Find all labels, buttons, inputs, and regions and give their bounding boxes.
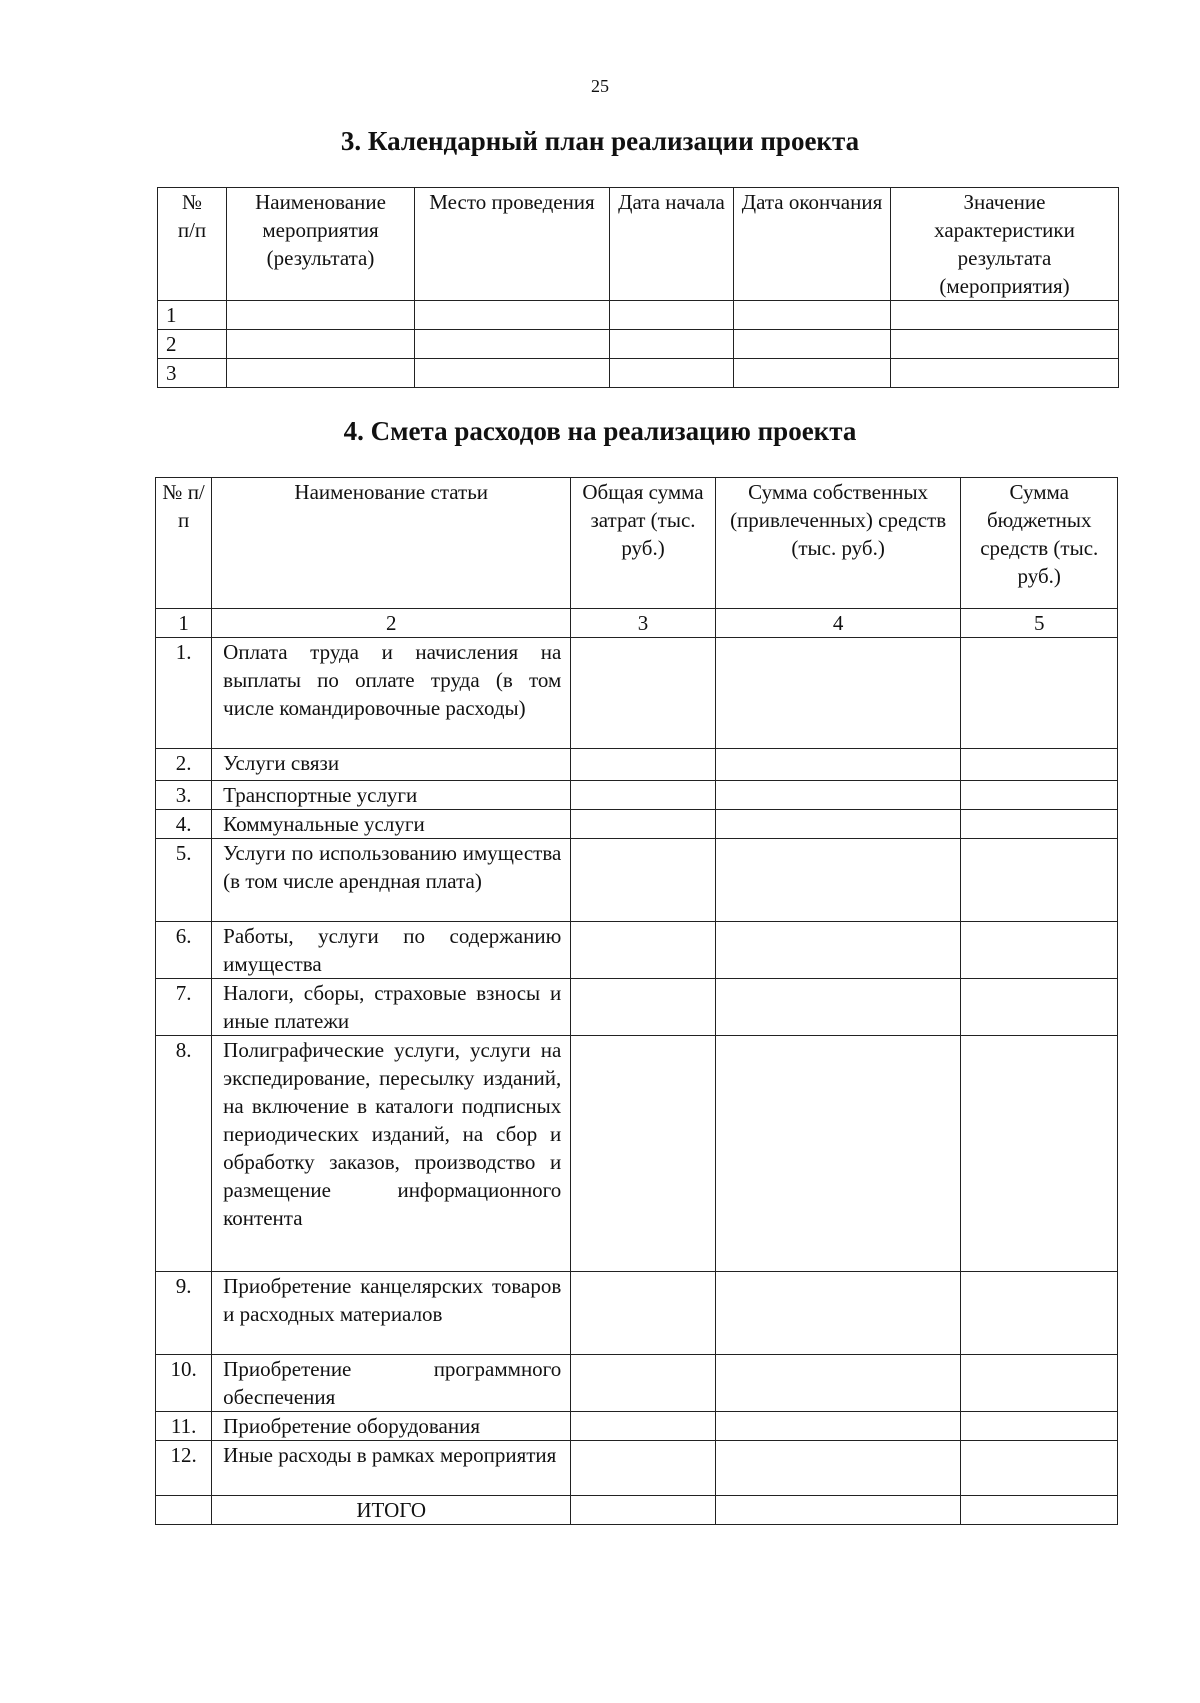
total-cost-cell (571, 1355, 715, 1412)
item-name: Коммунальные услуги (212, 810, 571, 839)
cell-location (415, 330, 610, 359)
cell-end-date (734, 330, 891, 359)
table-header-row (158, 188, 1119, 301)
own-funds-cell (715, 749, 961, 781)
budget-funds-cell (961, 1412, 1118, 1441)
table-row (156, 781, 1118, 810)
total-cost-cell (571, 638, 715, 749)
table-row (156, 638, 1118, 749)
row-number: 3. (156, 781, 212, 810)
row-number: 2. (156, 749, 212, 781)
total-cost-cell (571, 922, 715, 979)
item-name: Транспортные услуги (212, 781, 571, 810)
table-row (158, 359, 1119, 388)
header-location: Место проведения (415, 188, 610, 301)
calendar-plan-table (157, 187, 1119, 388)
row-number: 10. (156, 1355, 212, 1412)
own-funds-cell (715, 979, 961, 1036)
table-row (156, 979, 1118, 1036)
row-number: 9. (156, 1272, 212, 1355)
total-cost-cell (571, 1036, 715, 1272)
budget-funds-cell (961, 781, 1118, 810)
total-number-cell (156, 1496, 212, 1525)
item-name: Услуги по использованию имущества (в том числе арендная плата) (212, 839, 571, 922)
cell-result-value (891, 301, 1119, 330)
own-funds-cell (715, 1355, 961, 1412)
row-number: 2 (158, 330, 227, 359)
header-number: № п/п (158, 188, 227, 301)
row-number: 8. (156, 1036, 212, 1272)
table-header-row (156, 478, 1118, 609)
total-cost-cell (571, 1412, 715, 1441)
own-funds-cell (715, 638, 961, 749)
budget-table (155, 477, 1118, 1525)
cell-location (415, 301, 610, 330)
own-funds-cell (715, 1272, 961, 1355)
budget-items (156, 638, 1118, 1496)
total-cost-cell (571, 1272, 715, 1355)
cell-result-value (891, 330, 1119, 359)
cell-event-name (227, 301, 415, 330)
cell-end-date (734, 301, 891, 330)
total-cost-cell (571, 1496, 715, 1525)
own-funds-cell (715, 810, 961, 839)
header-event-name: Наименование мероприятия (результата) (227, 188, 415, 301)
header-result-value: Значение характеристики результата (мероприятия) (891, 188, 1119, 301)
total-cost-cell (571, 749, 715, 781)
item-name: Работы, услуги по содержанию имущества (212, 922, 571, 979)
header-budget-funds: Сумма бюджетных средств (тыс. руб.) (961, 478, 1118, 609)
table-row (158, 301, 1119, 330)
own-funds-cell (715, 839, 961, 922)
column-number: 3 (571, 609, 715, 638)
table-row (156, 749, 1118, 781)
item-name: Услуги связи (212, 749, 571, 781)
budget-funds-cell (961, 922, 1118, 979)
cell-location (415, 359, 610, 388)
row-number: 3 (158, 359, 227, 388)
budget-funds-cell (961, 839, 1118, 922)
budget-funds-cell (961, 1441, 1118, 1496)
item-name: Полиграфические услуги, услуги на экспедирование, пересылку изданий, на включение в каталоги подписных периодических изданий, на сбор и обработку заказов, производство и размещение информационного контента (212, 1036, 571, 1272)
table-row (156, 1036, 1118, 1272)
item-name: Налоги, сборы, страховые взносы и иные платежи (212, 979, 571, 1036)
page-number: 25 (591, 76, 609, 96)
column-number: 1 (156, 609, 212, 638)
table-row (156, 922, 1118, 979)
total-cost-cell (571, 781, 715, 810)
item-name: Оплата труда и начисления на выплаты по оплате труда (в том числе командировочные расходы) (212, 638, 571, 749)
budget-funds-cell (961, 979, 1118, 1036)
own-funds-cell (715, 922, 961, 979)
header-own-funds: Сумма собственных (привлеченных) средств (тыс. руб.) (715, 478, 961, 609)
section-4-title: 4. Смета расходов на реализацию проекта (343, 416, 857, 446)
item-name: Приобретение программного обеспечения (212, 1355, 571, 1412)
budget-funds-cell (961, 749, 1118, 781)
table-row (156, 1441, 1118, 1496)
budget-funds-cell (961, 1036, 1118, 1272)
cell-start-date (610, 330, 734, 359)
row-number: 6. (156, 922, 212, 979)
row-number: 5. (156, 839, 212, 922)
own-funds-cell (715, 1412, 961, 1441)
total-label: ИТОГО (212, 1496, 571, 1525)
table-row (156, 1355, 1118, 1412)
table-row (156, 1412, 1118, 1441)
header-end-date: Дата окончания (734, 188, 891, 301)
total-cost-cell (571, 979, 715, 1036)
column-number: 2 (212, 609, 571, 638)
item-name: Приобретение канцелярских товаров и расходных материалов (212, 1272, 571, 1355)
table-row (156, 810, 1118, 839)
item-name: Приобретение оборудования (212, 1412, 571, 1441)
row-number: 1. (156, 638, 212, 749)
budget-funds-cell (961, 1355, 1118, 1412)
cell-start-date (610, 301, 734, 330)
row-number: 1 (158, 301, 227, 330)
row-number: 4. (156, 810, 212, 839)
total-cost-cell (571, 839, 715, 922)
budget-funds-cell (961, 1272, 1118, 1355)
column-number: 5 (961, 609, 1118, 638)
cell-event-name (227, 330, 415, 359)
own-funds-cell (715, 1036, 961, 1272)
own-funds-cell (715, 1441, 961, 1496)
column-number: 4 (715, 609, 961, 638)
total-cost-cell (571, 1441, 715, 1496)
budget-funds-cell (961, 810, 1118, 839)
total-own-funds-cell (715, 1496, 961, 1525)
row-number: 11. (156, 1412, 212, 1441)
cell-result-value (891, 359, 1119, 388)
row-number: 12. (156, 1441, 212, 1496)
cell-start-date (610, 359, 734, 388)
column-number-row (156, 609, 1118, 638)
header-item-name: Наименование статьи (212, 478, 571, 609)
table-row (156, 839, 1118, 922)
table-row (158, 330, 1119, 359)
table-row (156, 1272, 1118, 1355)
total-budget-funds-cell (961, 1496, 1118, 1525)
header-total-cost: Общая сумма затрат (тыс. руб.) (571, 478, 715, 609)
budget-funds-cell (961, 638, 1118, 749)
own-funds-cell (715, 781, 961, 810)
cell-event-name (227, 359, 415, 388)
header-start-date: Дата начала (610, 188, 734, 301)
row-number: 7. (156, 979, 212, 1036)
total-cost-cell (571, 810, 715, 839)
item-name: Иные расходы в рамках мероприятия (212, 1441, 571, 1496)
section-3-title: 3. Календарный план реализации проекта (340, 126, 860, 156)
header-number: № п/п (156, 478, 212, 609)
cell-end-date (734, 359, 891, 388)
total-row (156, 1496, 1118, 1525)
